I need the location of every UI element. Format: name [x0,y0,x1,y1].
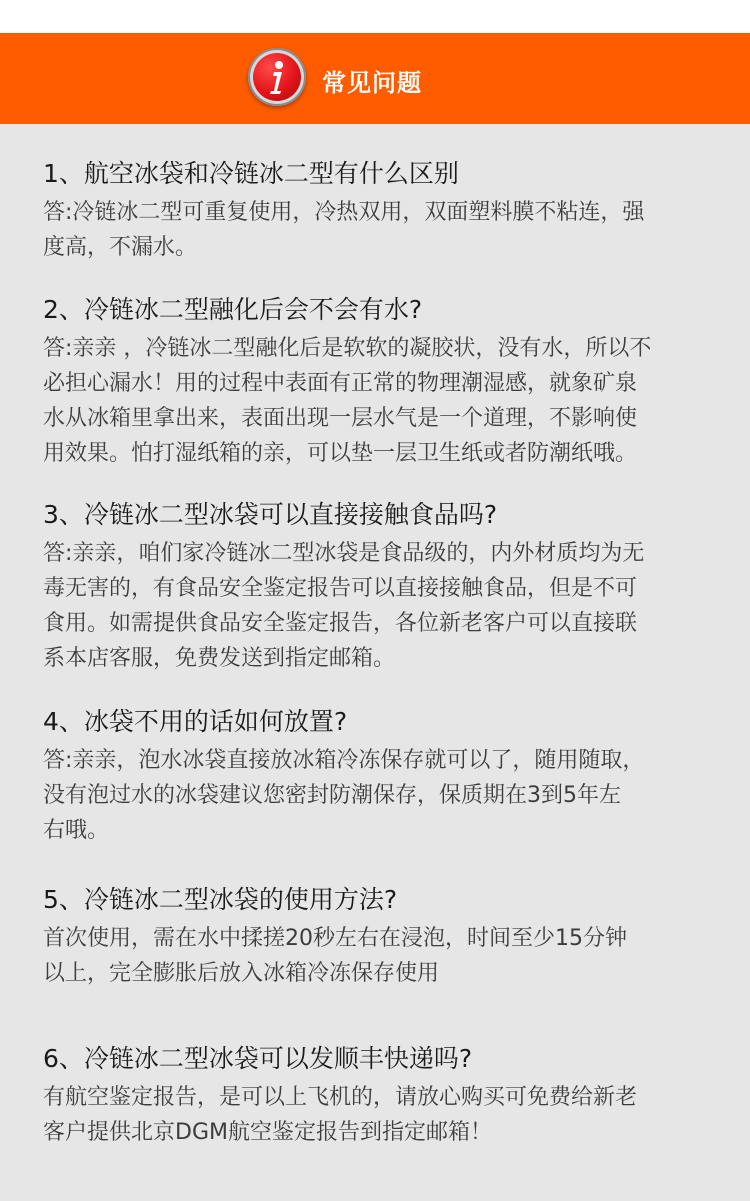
answer-line: 食用。如需提供食品安全鉴定报告，各位新老客户可以直接联 [43,611,638,636]
info-icon [248,48,306,106]
faq-header-banner [0,33,750,124]
faq-question: 4、冰袋不用的话如何放置? [43,707,348,736]
answer-line: 右哦。 [43,818,110,843]
answer-line: 必担心漏水！用的过程中表面有正常的物理潮湿感，就象矿泉 [43,371,638,396]
answer-line: 答:亲亲，泡水冰袋直接放冰箱冷冻保存就可以了，随用随取， [43,748,645,773]
answer-line: 毒无害的，有食品安全鉴定报告可以直接接触食品，但是不可 [43,576,638,601]
page-title: 常见问题 [322,69,422,97]
answer-line: 有航空鉴定报告，是可以上飞机的，请放心购买可免费给新老 [43,1085,638,1110]
faq-question: 1、航空冰袋和冷链冰二型有什么区别 [43,159,459,188]
faq-answer [43,195,733,265]
faq-answer [43,331,733,471]
answer-line: 系本店客服，免费发送到指定邮箱。 [43,646,396,671]
faq-answer [43,921,733,991]
answer-line: 客户提供北京DGM航空鉴定报告到指定邮箱！ [43,1120,492,1145]
answer-line: 水从冰箱里拿出来，表面出现一层水气是一个道理，不影响使 [43,406,638,431]
faq-answer [43,1080,733,1150]
faq-question: 3、冷链冰二型冰袋可以直接接触食品吗? [43,500,498,529]
faq-item-5 [43,883,733,991]
faq-item-2 [43,293,733,471]
faq-item-6 [43,1042,733,1150]
answer-line: 用效果。怕打湿纸箱的亲，可以垫一层卫生纸或者防潮纸哦。 [43,441,638,466]
faq-item-4 [43,705,733,848]
faq-answer [43,536,733,676]
faq-item-1 [43,157,733,265]
answer-line: 没有泡过水的冰袋建议您密封防潮保存，保质期在3到5年左 [43,783,621,808]
answer-line: 答:冷链冰二型可重复使用，冷热双用，双面塑料膜不粘连，强 [43,200,645,225]
answer-line: 答:亲亲 ，冷链冰二型融化后是软软的凝胶状，没有水，所以不 [43,336,652,361]
faq-question: 6、冷链冰二型冰袋可以发顺丰快递吗? [43,1044,473,1073]
faq-answer [43,743,733,848]
answer-line: 以上，完全膨胀后放入冰箱冷冻保存使用 [43,961,440,986]
faq-item-3 [43,498,733,676]
answer-line: 答:亲亲，咱们家冷链冰二型冰袋是食品级的，内外材质均为无 [43,541,645,566]
answer-line: 度高，不漏水。 [43,235,198,260]
faq-question: 5、冷链冰二型冰袋的使用方法? [43,885,398,914]
faq-question: 2、冷链冰二型融化后会不会有水? [43,295,423,324]
answer-line: 首次使用，需在水中揉搓20秒左右在浸泡，时间至少15分钟 [43,926,627,951]
top-margin [0,0,750,33]
